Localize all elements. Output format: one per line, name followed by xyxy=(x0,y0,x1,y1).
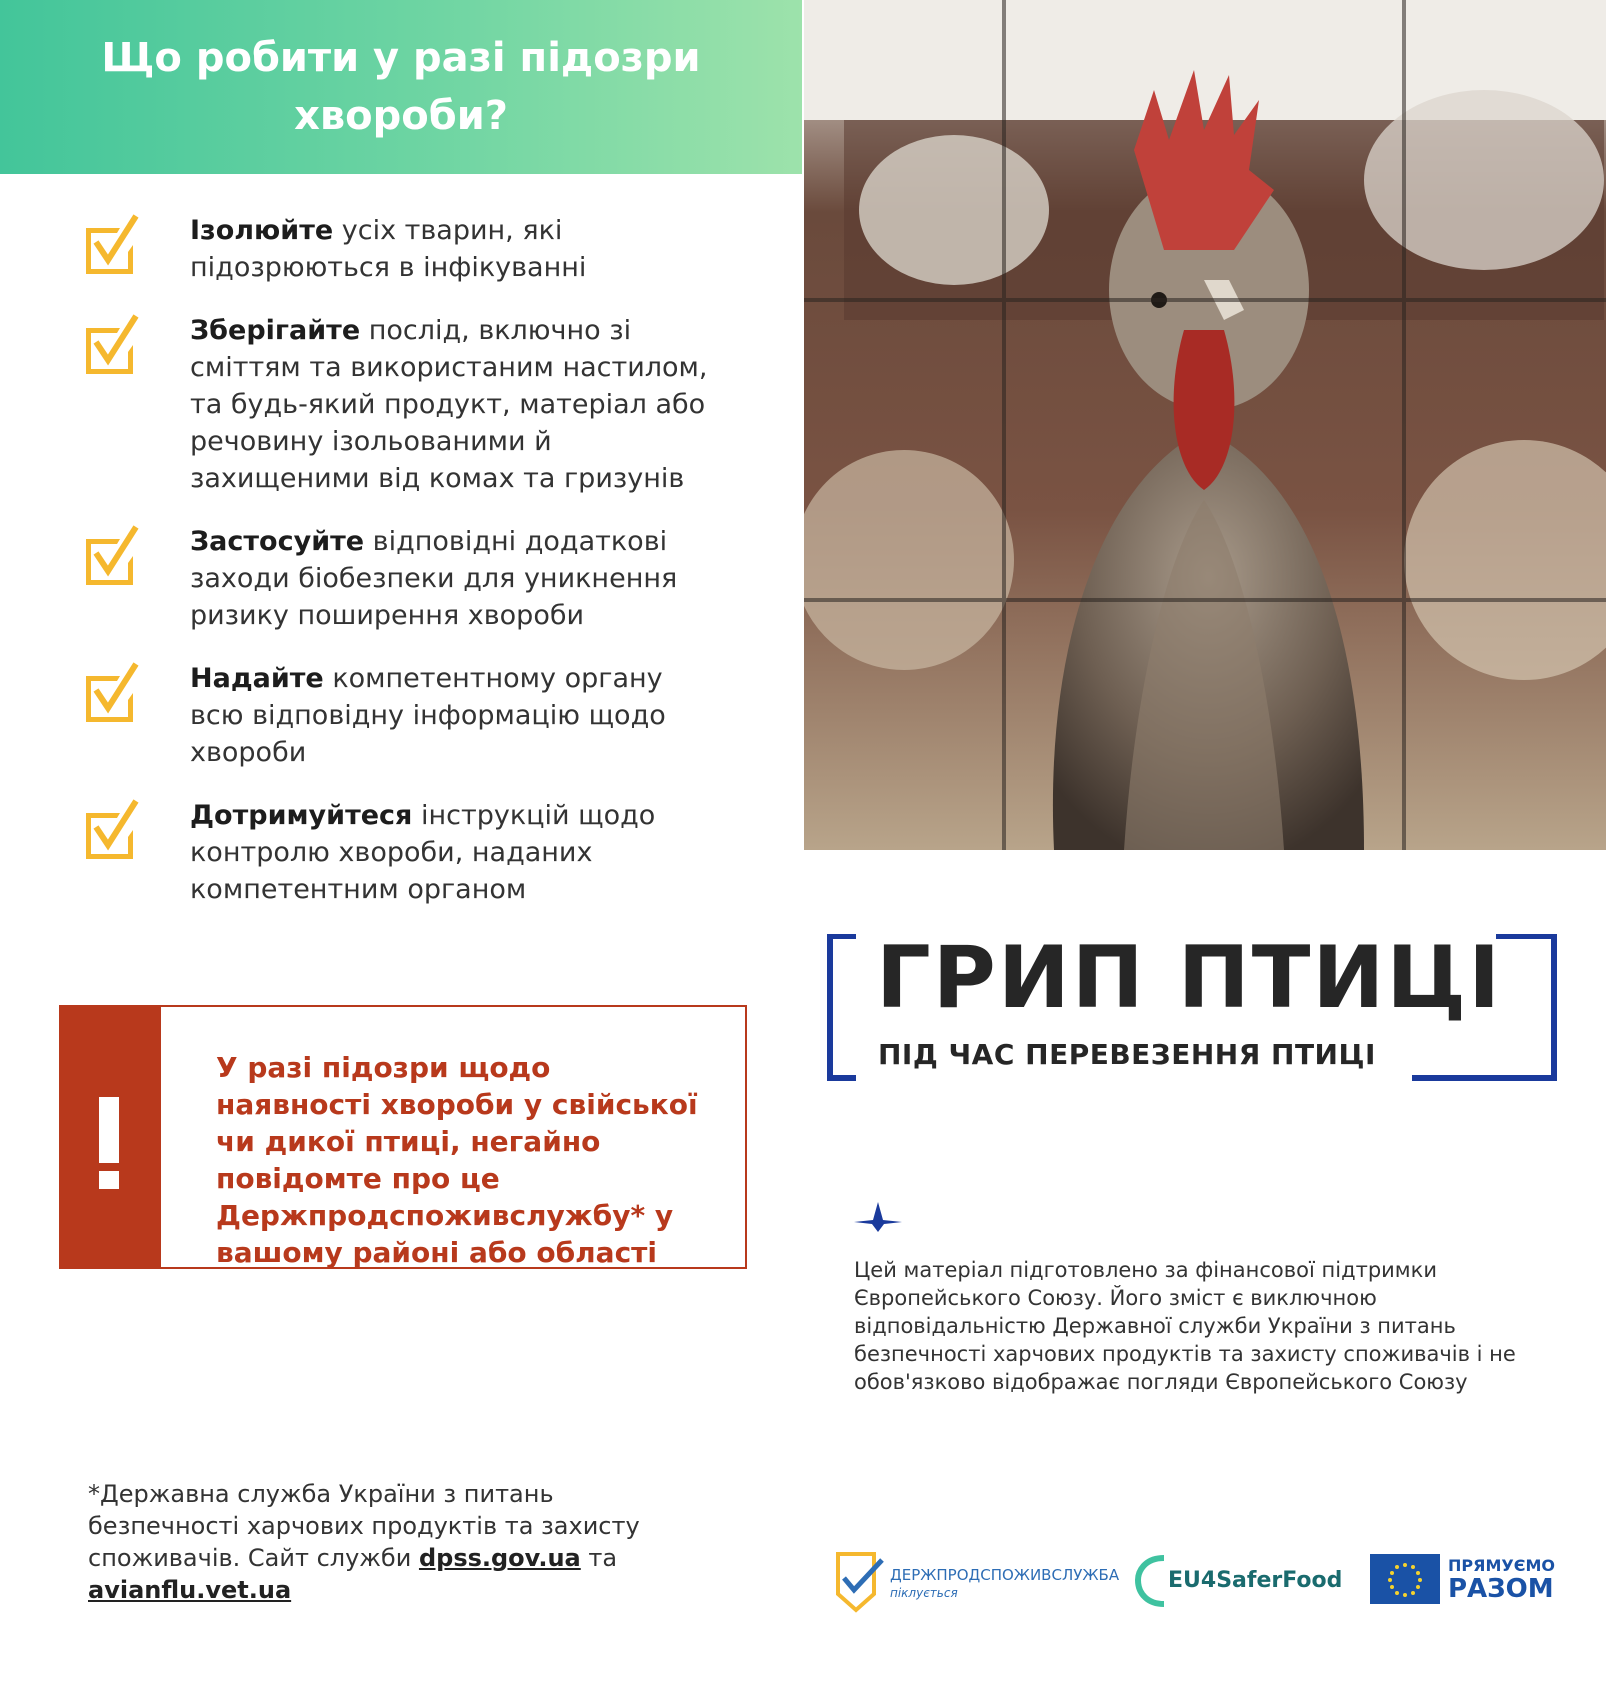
list-item xyxy=(84,660,724,771)
checkbox-icon xyxy=(84,660,144,724)
alert-message: У разі підозри щодо наявності хвороби у свійської чи дикої птиці, негайно повідомте про це Держпродспоживслужбу* у вашому районі або області xyxy=(216,1051,698,1269)
list-item-text: Застосуйте відповідні додаткові заходи біобезпеки для уникнення ризику поширення хвороби xyxy=(190,526,678,631)
checkbox-icon xyxy=(84,312,144,376)
checklist xyxy=(84,212,724,934)
checkbox-icon xyxy=(84,212,144,276)
list-item-text: Зберігайте послід, включно зі сміттям та використаним настилом, та будь-який продукт, матеріал або речовину ізольованими й захищеними від комах та гризунів xyxy=(190,315,708,494)
shield-check-icon xyxy=(834,1550,884,1614)
alert-box xyxy=(59,1005,747,1269)
list-item-text: Ізолюйте усіх тварин, які підозрюються в інфікуванні xyxy=(190,215,587,283)
footnote: *Державна служба України з питань безпечності харчових продуктів та захисту споживачів. Сайт служби dpss.gov.ua та avianflu.vet.ua xyxy=(88,1480,640,1604)
list-item-text: Надайте компетентному органу всю відповідну інформацію щодо хвороби xyxy=(190,663,666,768)
list-item xyxy=(84,212,724,286)
list-item xyxy=(84,523,724,634)
list-item xyxy=(84,312,724,497)
list-item xyxy=(84,797,724,908)
title-block xyxy=(826,928,1558,1078)
dpss-link[interactable]: dpss.gov.ua xyxy=(418,1544,581,1572)
avianflu-link[interactable]: avianflu.vet.ua xyxy=(88,1576,292,1604)
partner-logos xyxy=(834,1530,1574,1610)
poster-title: ГРИП ПТИЦІ xyxy=(876,928,1503,1028)
checkbox-icon xyxy=(84,797,144,861)
pryamuyemo-razom-logo: ПРЯМУЄМО РАЗОМ xyxy=(1370,1554,1570,1610)
checkbox-icon xyxy=(84,523,144,587)
left-bracket xyxy=(826,934,866,1084)
poster-subtitle: ПІД ЧАС ПЕРЕВЕЗЕННЯ ПТИЦІ xyxy=(878,1038,1376,1071)
exclamation-icon xyxy=(61,1007,161,1267)
rooster-photo xyxy=(804,0,1606,850)
page-title: Що робити у разі підозри хвороби? xyxy=(101,35,701,139)
list-item-text: Дотримуйтеся інструкцій щодо контролю хвороби, наданих компетентним органом xyxy=(190,800,656,905)
header-banner xyxy=(0,0,802,174)
dpss-logo: ДЕРЖПРОДСПОЖИВСЛУЖБА піклується xyxy=(834,1550,1104,1620)
eu-star-icon xyxy=(854,1202,902,1232)
eu-flag-icon xyxy=(1370,1554,1440,1604)
eu4saferfood-logo: EU4SaferFood xyxy=(1134,1550,1334,1620)
eu-disclaimer: Цей матеріал підготовлено за фінансової підтримки Європейського Союзу. Його зміст є виключною відповідальністю Державної служби України з питань безпечності харчових продуктів та захисту споживачів і не обов'язково відображає погляди Європейського Союзу xyxy=(854,1258,1516,1394)
